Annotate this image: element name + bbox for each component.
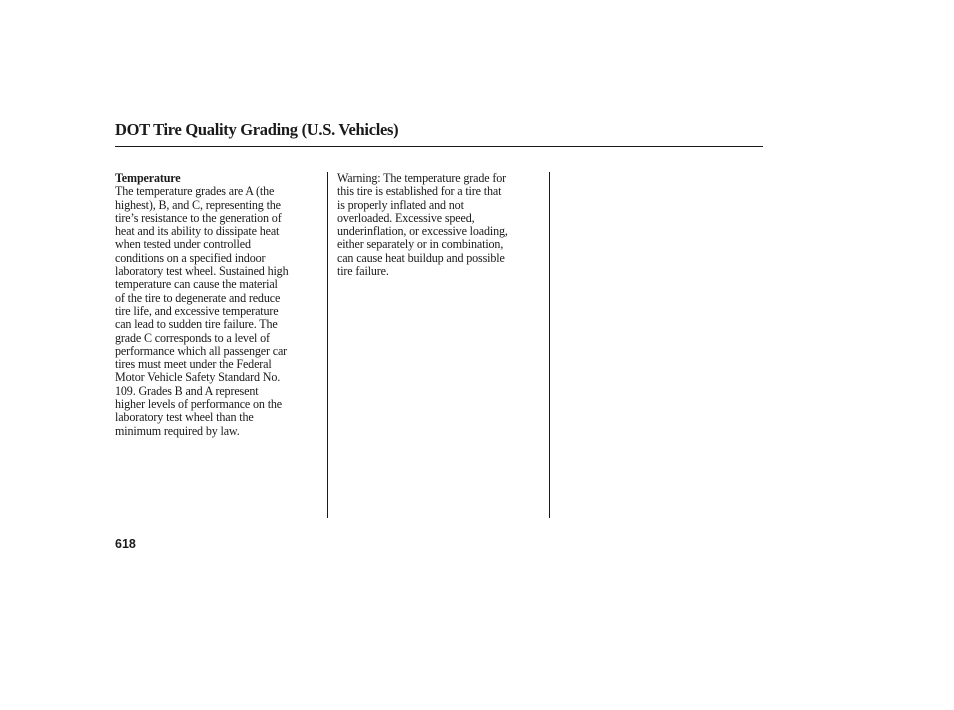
body-text-line: heat and its ability to dissipate heat bbox=[115, 224, 280, 239]
section-heading-temperature: Temperature bbox=[115, 171, 181, 185]
warning-column bbox=[337, 172, 543, 278]
temperature-column bbox=[115, 172, 323, 438]
body-text-line: highest), B, and C, representing the bbox=[115, 197, 281, 212]
title-rule bbox=[115, 146, 763, 147]
column-divider bbox=[549, 172, 550, 518]
warning-text-line: either separately or in combination, bbox=[337, 237, 504, 252]
warning-text-line: underinflation, or excessive loading, bbox=[337, 224, 508, 239]
warning-text-line: is properly inflated and not bbox=[337, 197, 464, 212]
body-text-line: can lead to sudden tire failure. The bbox=[115, 317, 278, 332]
column-divider bbox=[327, 172, 328, 518]
warning-text-line: tire failure. bbox=[337, 264, 389, 279]
page-title: DOT Tire Quality Grading (U.S. Vehicles) bbox=[115, 120, 399, 139]
body-text-line: tire’s resistance to the generation of bbox=[115, 210, 282, 225]
body-text-line: laboratory test wheel. Sustained high bbox=[115, 264, 289, 279]
body-text-line: when tested under controlled bbox=[115, 237, 251, 252]
warning-text-line: Warning: The temperature grade for bbox=[337, 171, 506, 185]
warning-text-line: overloaded. Excessive speed, bbox=[337, 210, 475, 225]
body-text-line: tires must meet under the Federal bbox=[115, 357, 272, 372]
body-text-line: Motor Vehicle Safety Standard No. bbox=[115, 370, 281, 385]
body-text-line: laboratory test wheel than the bbox=[115, 410, 254, 425]
body-text-line: temperature can cause the material bbox=[115, 277, 278, 292]
body-text-line: performance which all passenger car bbox=[115, 343, 288, 358]
body-text-line: grade C corresponds to a level of bbox=[115, 330, 270, 345]
body-text-line: 109. Grades B and A represent bbox=[115, 383, 259, 398]
body-text-line: tire life, and excessive temperature bbox=[115, 303, 279, 318]
body-text-line: The temperature grades are A (the bbox=[115, 184, 275, 199]
page-number: 618 bbox=[115, 537, 136, 551]
body-text-line: conditions on a specified indoor bbox=[115, 250, 266, 265]
body-text-line: of the tire to degenerate and reduce bbox=[115, 290, 281, 305]
body-text-line: higher levels of performance on the bbox=[115, 397, 283, 412]
warning-text-line: can cause heat buildup and possible bbox=[337, 250, 505, 265]
body-text-line: minimum required by law. bbox=[115, 423, 240, 438]
warning-text-line: this tire is established for a tire that bbox=[337, 184, 502, 199]
